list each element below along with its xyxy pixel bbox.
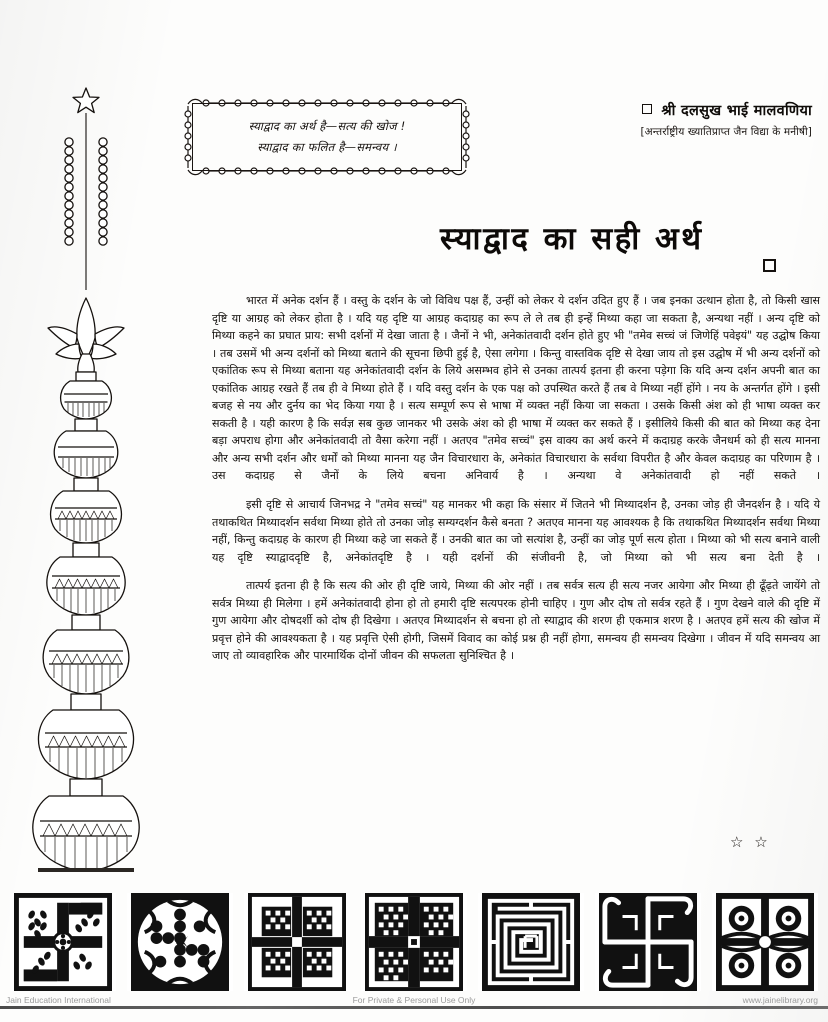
square-bullet-icon [642,104,652,114]
body-paragraph: तात्पर्य इतना ही है कि सत्य की ओर ही दृष्टि जाये, मिथ्या की ओर नहीं । तब सर्वत्र सत्य ही सत्य नजर आयेगा और मिथ्या ही ढूँढ़ते जायेंगे तो सर्वत्र मिथ्या ही मिलेगा । हमें अनेकांतवादी होना हो तो हमारी दृष्टि सत्यपरक होनी चाहिए । गुण और दोष तो सर्वत्र रहते हैं । गुण देखने वाले की दृष्टि में गुण आयेगा और दोषदर्शी को दोष ही दिखेगा । अतएव मिथ्यादर्शन से बचना हो तो स्याद्वाद की शरण ही एकमात्र शरण है । अतएव हमें सत्य की खोज में प्रवृत्त होने की आवश्यकता है । यह प्रवृत्ति ऐसी होगी, जिसमें विवाद का कोई प्रश्न ही नहीं होगा, समन्वय ही समन्वय दिखेगा । जीवन में यदि समन्वय आ जाए तो व्यावहारिक और पारमार्थिक दोनों जीवन की सफलता सुनिश्चित है । [212,579,820,663]
swastika-checkered-dot-panel-icon [244,893,350,991]
epigraph-line-1: स्याद्वाद का अर्थ है—सत्य की खोज ! [248,118,406,133]
article-body [212,292,820,676]
scan-footer-watermark [0,993,828,1015]
article-end-mark: ☆ ☆ [730,833,771,851]
footer-left-text: Jain Education International [6,995,111,1005]
swastika-checkered-dot-panel-2-icon [361,893,467,991]
body-paragraph: इसी दृष्टि से आचार्य जिनभद्र ने "तमेव सच्चं" यह मानकर भी कहा कि संसार में जितने भी मिथ्यादर्शन है, उनका जोड़ ही जैनदर्शन है । यदि ये तथाकथित मिथ्यादर्शन सर्वथा मिथ्या होते तो उनका जोड़ सम्यग्दर्शन कैसे बनता ? अतएव मानना यह आवश्यक है कि तथाकथित मिथ्यादर्शन सर्वथा मिथ्या नहीं, किन्तु कदाग्रह के कारण ही मिथ्या कहे जा सकते हैं । उनकी बात का जो सत्यांश है, उन्हीं का जोड़ पूर्ण सत्य होता । मिथ्या को भी सत्य बनाने वाली यह दृष्टि स्याद्वाददृष्टि है, अनेकांतदृष्टि है । यही दर्शनों की संजीवनी है, जो मिथ्या को भी सत्य बना देती है । [212,498,820,564]
author-subtitle: [अन्तर्राष्ट्रीय ख्यातिप्राप्त जैन विद्या के मनीषी] [640,126,812,138]
author-name-row [500,100,812,120]
page-title: स्याद्वाद का सही अर्थ [440,220,704,257]
footer-right-text: www.jainelibrary.org [742,995,818,1005]
bottom-ornament-band [0,888,828,996]
footer-rule-divider [0,1006,828,1009]
epigraph-box [184,96,470,178]
swastika-floral-vine-panel-icon [10,893,116,991]
lotus-rosette-quadrant-panel-icon [712,893,818,991]
swastika-bold-curved-panel-icon [595,893,701,991]
swastika-beaded-circular-panel-icon [127,893,233,991]
jain-stambha-ornament [18,82,178,872]
swastika-maze-labyrinth-panel-icon [478,893,584,991]
footer-center-text: For Private & Personal Use Only [352,995,476,1005]
author-byline [500,100,820,139]
square-mark-icon [763,259,776,272]
body-paragraph: भारत में अनेक दर्शन हैं । वस्तु के दर्शन के जो विविध पक्ष हैं, उन्हीं को लेकर ये दर्शन उदित हुए हैं । जब इनका उत्थान होता है, तो किसी खास दृष्टि या आग्रह को लेकर होता है । यदि यह दृष्टि या आग्रह कदाग्रह का रूप ले ले तब ही इन्हें मिथ्या कहा जा सकता है, अन्यथा नहीं । अन्य दृष्टि को मिथ्या कहने का प्रघात प्राय: सभी दर्शनों में देखा जाता है । जैनों ने भी, अनेकांतवादी दर्शन होते हुए भी "तमेव सच्चं जं जिणेहिं पवेइयं" यह उद्घोष किया । तब उसमें भी अन्य दर्शनों को मिथ्या बताने की सूचना छिपी हुई है, ऐसा लगेगा । किन्तु वास्तविक दृष्टि से देखा जाय तो इस उद्घोष में भी अन्य दर्शनों को एकांतिक रूप से मिथ्या बताना यह अनेकांतवादी दर्शन के लिये असम्भव होने से उनका तात्पर्य इतना ही करना पड़ेगा कि यदि अन्य दर्शन अपनी बात का एकांतिक आग्रह रखते हैं तब ही वे मिथ्या होते हैं । यदि वस्तु दर्शन के एक पक्ष को उपस्थित करते हैं तब वे मिथ्या नहीं होंगे । नय के अन्तर्गत होंगे । इसी बजह से नय और दुर्नय का भेद किया गया है । सत्य सम्पूर्ण रूप से भाषा में व्यक्त नहीं किया जा सकता । उसके किसी अंश को ही भाषा व्यक्त कर सकती है । यही कारण है कि सर्वज्ञ सब कुछ जानकर भी उसके अंश को ही भाषा में व्यक्त कर सकते हैं । इसीलिये किसी की बात को मिथ्या कह देना बड़ा अपराध होगा और अनेकांतवादी तो वैसा करेगा नहीं । अतएव "तमेव सच्चं" इस वाक्य का अर्थ करने में कदाग्रह करके जैनधर्म को ही सत्य मानना और अन्य सभी दर्शन और धर्मों को मिथ्या मानना यह जैन विचारधारा के, अनेकांत विचारधारा के सर्वथा विपरीत है और केवल कदाग्रह का परिणाम है । उस कदाग्रह से जैनों के लिये बचना अनिवार्य है । अन्यथा वे अनेकांतवादी हो नहीं सकते । [212,294,820,483]
epigraph-line-2: स्याद्वाद का फलित है—समन्वय । [257,140,397,154]
author-name: श्री दलसुख भाई मालवणिया [661,103,812,119]
epigraph-inner-border [192,103,462,171]
